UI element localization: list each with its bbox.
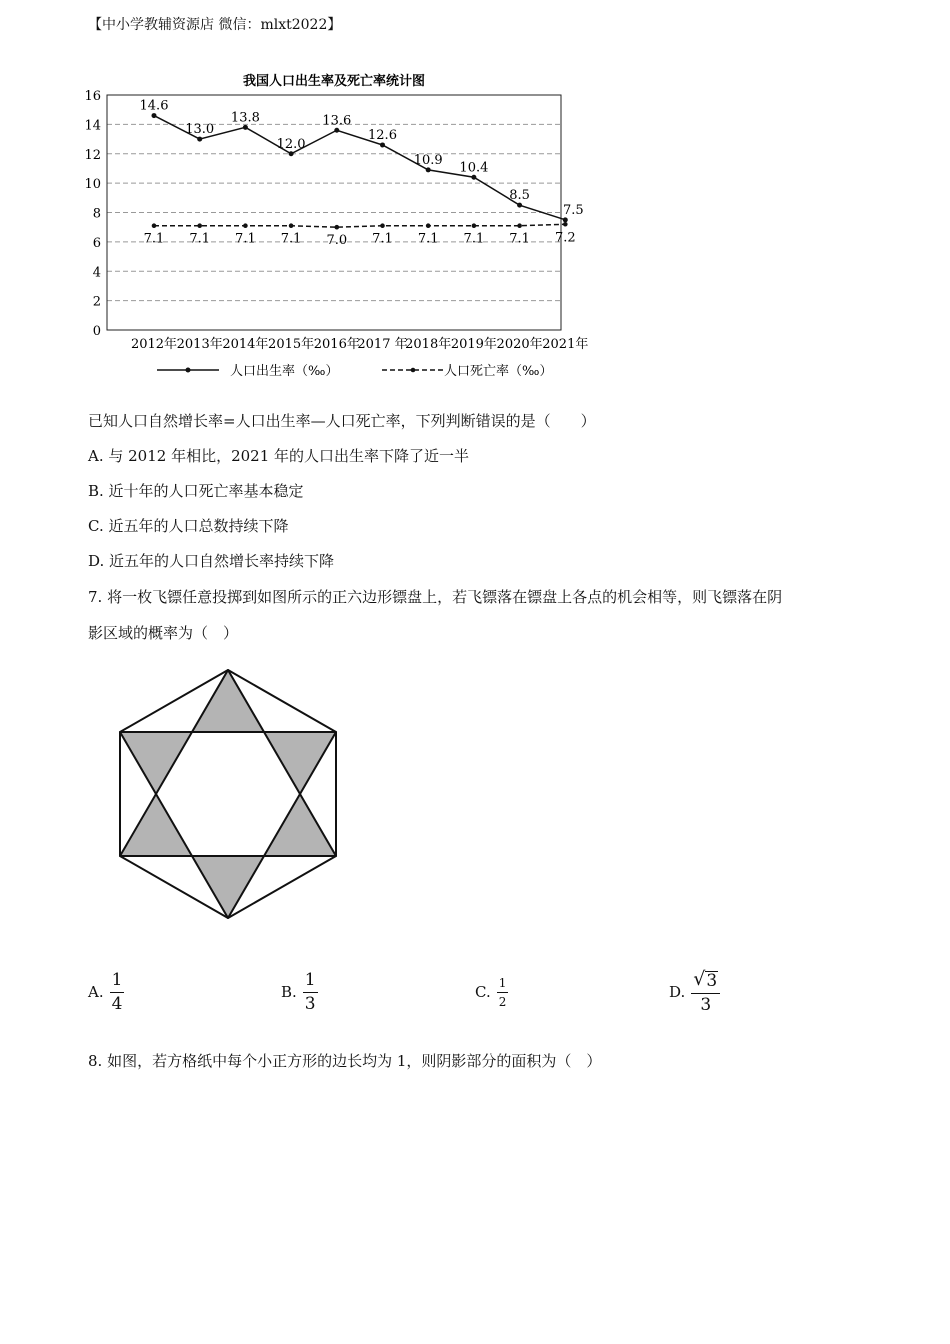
- y-tick-label: 12: [84, 147, 101, 163]
- birth-rate-point: [517, 203, 522, 208]
- birth-rate-point: [426, 167, 431, 172]
- death-rate-point: [197, 223, 202, 228]
- q6-option-c: C. 近五年的人口总数持续下降: [88, 517, 289, 535]
- death-rate-label: 7.1: [417, 231, 439, 247]
- birth-rate-label: 13.6: [322, 113, 352, 129]
- legend-death-label: 人口死亡率（‰）: [444, 364, 553, 379]
- death-rate-point: [517, 223, 522, 228]
- fraction-one-third: [303, 969, 318, 1014]
- fraction-root-three-over-three: [691, 970, 720, 1014]
- denominator: 4: [111, 993, 123, 1014]
- shaded-triangle-bottom: [192, 856, 264, 918]
- legend-birth-marker: [186, 368, 191, 373]
- option-a-label: A.: [88, 983, 104, 1001]
- fraction-one-quarter: [110, 969, 125, 1014]
- birth-rate-label: 13.0: [185, 122, 215, 138]
- birth-rate-point: [152, 113, 157, 118]
- x-tick-label: 2016年: [313, 337, 360, 352]
- birth-rate-point: [197, 137, 202, 142]
- death-rate-point: [289, 223, 294, 228]
- y-tick-label: 0: [92, 324, 101, 339]
- fraction-one-half: [497, 977, 509, 1008]
- death-rate-label: 7.1: [235, 231, 256, 247]
- shaded-triangles: [120, 670, 336, 918]
- q6-option-b: B. 近十年的人口死亡率基本稳定: [88, 482, 304, 500]
- birth-rate-line: [154, 116, 565, 220]
- option-c-label: C.: [475, 983, 491, 1001]
- x-tick-label: 2019年: [450, 337, 497, 352]
- q7-option-c: [475, 966, 508, 1018]
- x-tick-label: 2017 年: [357, 337, 408, 352]
- page-header: 【中小学教辅资源店 微信：mlxt2022】: [88, 17, 342, 33]
- birth-rate-label: 7.5: [562, 202, 584, 218]
- option-d-label: D.: [669, 983, 686, 1001]
- hexagon-star-figure: [112, 664, 342, 924]
- numerator: 1: [110, 972, 125, 993]
- denominator: 2: [498, 994, 507, 1009]
- death-rate-point: [563, 222, 568, 227]
- death-rate-label: 7.1: [143, 231, 165, 247]
- death-rate-label: 7.1: [463, 231, 485, 247]
- radicand: 3: [706, 971, 718, 991]
- chart-title: 我国人口出生率及死亡率统计图: [242, 74, 426, 89]
- birth-rate-label: 12.6: [368, 127, 397, 143]
- option-b-label: B.: [281, 983, 297, 1001]
- q7-stem-line1: 7. 将一枚飞镖任意投掷到如图所示的正六边形镖盘上，若飞镖落在镖盘上各点的机会相等，则飞镖落在阴: [88, 588, 783, 606]
- birth-rate-point: [334, 128, 339, 133]
- y-tick-label: 16: [84, 89, 101, 104]
- y-tick-label: 8: [92, 206, 101, 222]
- shaded-triangle-upper-right: [264, 732, 336, 794]
- numerator: [691, 970, 720, 994]
- birth-rate-label: 10.4: [459, 160, 489, 176]
- numerator: 1: [303, 972, 318, 993]
- shaded-triangle-lower-left: [120, 794, 192, 856]
- death-rate-label: 7.1: [189, 231, 211, 247]
- shaded-triangle-upper-left: [120, 732, 192, 794]
- death-rate-label: 7.1: [372, 231, 393, 247]
- death-rate-point: [335, 225, 340, 230]
- death-rate-label: 7.1: [509, 231, 530, 247]
- q6-option-a: A. 与 2012 年相比，2021 年的人口出生率下降了近一半: [88, 447, 470, 465]
- shaded-triangle-top: [192, 670, 264, 732]
- legend-death-marker: [411, 368, 416, 373]
- x-tick-label: 2014年: [222, 337, 269, 352]
- y-tick-label: 14: [84, 118, 101, 134]
- y-tick-label: 4: [92, 265, 101, 281]
- death-rate-point: [472, 223, 477, 228]
- death-rate-point: [426, 223, 431, 228]
- x-tick-label: 2012年: [130, 337, 178, 352]
- denominator: 3: [700, 995, 712, 1015]
- denominator: 3: [304, 993, 316, 1014]
- y-tick-label: 10: [84, 177, 101, 193]
- y-tick-label: 2: [92, 294, 101, 310]
- square-root: [693, 970, 718, 990]
- birth-rate-label: 14.6: [139, 98, 169, 114]
- birth-rate-point: [471, 175, 476, 180]
- x-tick-label: 2013年: [176, 337, 223, 352]
- birth-rate-label: 8.5: [509, 188, 530, 204]
- q7-option-a: [88, 966, 124, 1018]
- x-tick-label: 2015年: [268, 337, 315, 352]
- birth-rate-point: [563, 217, 568, 222]
- q6-option-d: D. 近五年的人口自然增长率持续下降: [88, 552, 335, 570]
- q8-stem: 8. 如图，若方格纸中每个小正方形的边长均为 1，则阴影部分的面积为（ ）: [88, 1052, 602, 1070]
- death-rate-point: [380, 223, 385, 228]
- birth-rate-label: 10.9: [413, 152, 443, 168]
- q7-option-d: [669, 966, 720, 1018]
- death-rate-line: [154, 224, 565, 227]
- birth-rate-point: [380, 142, 385, 147]
- death-rate-label: 7.1: [280, 231, 302, 247]
- birth-rate-label: 12.0: [276, 136, 306, 152]
- numerator: 1: [497, 977, 509, 993]
- q6-stem: 已知人口自然增长率=人口出生率—人口死亡率，下列判断错误的是（ ）: [88, 412, 596, 430]
- birth-rate-label: 13.8: [230, 110, 260, 126]
- death-rate-point: [243, 223, 248, 228]
- line-chart: [82, 68, 612, 390]
- death-rate-point: [152, 223, 157, 228]
- radical-sign: √: [693, 968, 706, 990]
- x-tick-label: 2018年: [405, 337, 452, 352]
- y-tick-label: 6: [92, 235, 101, 251]
- death-rate-label: 7.2: [554, 230, 576, 246]
- shaded-triangle-lower-right: [264, 794, 336, 856]
- x-tick-label: 2021年: [542, 337, 589, 352]
- legend-birth-label: 人口出生率（‰）: [230, 364, 339, 379]
- q7-stem-line2: 影区域的概率为（ ）: [88, 624, 239, 642]
- q7-option-b: [281, 966, 318, 1018]
- birth-rate-point: [289, 151, 294, 156]
- death-rate-label: 7.0: [326, 233, 348, 249]
- birth-rate-point: [243, 125, 248, 130]
- x-tick-label: 2020年: [496, 337, 543, 352]
